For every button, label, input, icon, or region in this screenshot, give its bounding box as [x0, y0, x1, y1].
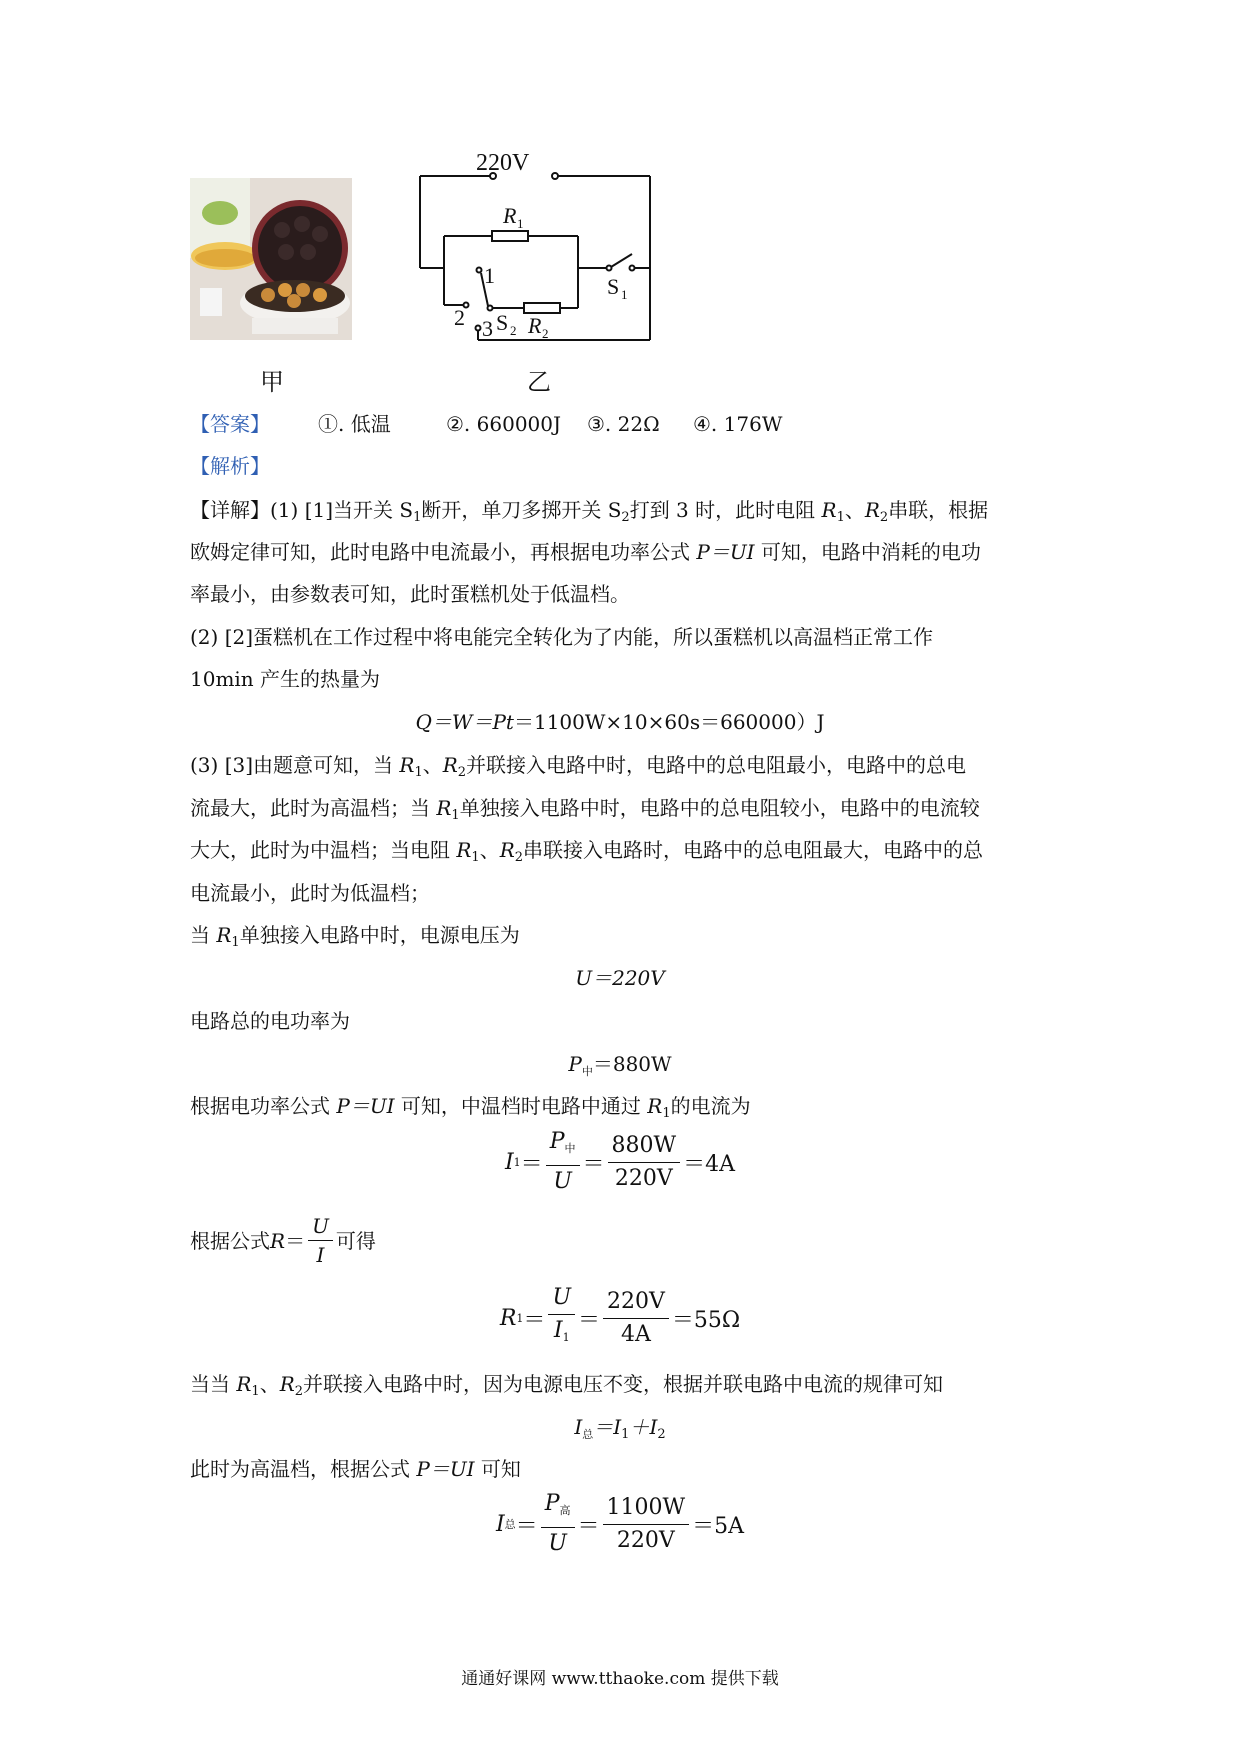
s1-sub: 1	[621, 287, 628, 302]
equation-r1: R 1 ＝ $\frac{U}{I1}$ ＝ $\frac{220V}{4A}$ ＝55Ω	[499, 1285, 741, 1347]
answer-item-3: ③. 22Ω	[587, 412, 660, 436]
answer-item-4: ④. 176W	[693, 412, 783, 436]
detail-label: 【详解】	[190, 498, 270, 522]
analysis-label: 【解析】	[190, 454, 270, 478]
detail-p8-line: 当当 $R_1$、$R_2$并联接入电路中时，因为电源电压不变，根据并联电路中电流的规律可知	[190, 1372, 944, 1399]
s1-label: S	[607, 274, 620, 299]
detail-p3-line2: 流最大，此时为高温档；当 $R_1$单独接入电路中时，电路中的总电阻较小，电路中的电流较	[190, 796, 980, 823]
detail-p1-line3: 率最小，由参数表可知，此时蛋糕机处于低温档。	[190, 582, 630, 606]
caption-jia: 甲	[260, 368, 284, 396]
equation-i-total: I 总 ＝ $\frac{\text{P高}}{U}$ ＝ $\frac{1100W}{220V}$ ＝5A	[495, 1491, 745, 1556]
r2-sub: 2	[542, 326, 549, 341]
answer-item-1: ①. 低温	[318, 412, 391, 436]
r2-label: R	[528, 313, 542, 338]
equation-power-mid: $P_中=880W$	[568, 1052, 672, 1078]
detail-p5-line: 电路总的电功率为	[190, 1009, 350, 1033]
r1-label: R	[503, 203, 517, 228]
pos2-label: 2	[454, 305, 465, 330]
caption-yi: 乙	[527, 368, 551, 396]
s2-sub: 2	[510, 323, 517, 338]
detail-p1-line1: 【详解】(1) [1]当开关 $S_1$断开，单刀多掷开关 $S_2$打到 3 时，此时电阻 $R_1$、$R_2$串联，根据	[190, 498, 989, 525]
voltage-label: 220V	[476, 150, 530, 176]
detail-p1-line2: 欧姆定律可知，此时电路中电流最小，再根据电功率公式 P＝UI 可知，电路中消耗的电功	[190, 540, 981, 564]
r1-sub: 1	[517, 216, 524, 231]
detail-p3-line4: 电流最小，此时为低温档；	[190, 881, 430, 905]
detail-p2-line2: 10min 产生的热量为	[190, 667, 381, 691]
equation-heat: Q＝W＝Pt＝1100W×10×60s＝660000）J	[415, 710, 825, 734]
detail-p4-line: 当 $R_1$单独接入电路中时，电源电压为	[190, 923, 520, 950]
detail-p9-line: 此时为高温档，根据公式 P＝UI 可知	[190, 1457, 521, 1481]
pos1-label: 1	[484, 263, 495, 288]
s2-label: S	[496, 310, 509, 335]
pos3-label: 3	[482, 316, 493, 341]
answer-item-2: ②. 660000J	[446, 412, 562, 436]
cake-maker-photo	[190, 178, 352, 340]
detail-p3-line3: 大大，此时为中温档；当电阻 $R_1$、$R_2$串联接入电路时，电路中的总电阻最大，电路中的总	[190, 838, 984, 865]
page-footer: 通通好课网 www.tthaoke.com 提供下载	[461, 1669, 779, 1689]
equation-current-sum: $I_总=I_1+I_2$	[574, 1415, 666, 1442]
answer-label: 【答案】	[190, 412, 270, 436]
equation-i1: I 1 ＝ $\frac{\text{P中}}{U}$ ＝ $\frac{880W}{220V}$ ＝4A	[504, 1129, 736, 1194]
detail-p2-line1: (2) [2]蛋糕机在工作过程中将电能完全转化为了内能，所以蛋糕机以高温档正常工作	[190, 625, 934, 649]
detail-p7-line: 根据公式 R ＝ $\frac{U}{I}$ 可得	[190, 1214, 376, 1267]
circuit-diagram	[410, 140, 670, 355]
equation-voltage: U＝220V	[575, 966, 665, 990]
detail-p6-line: 根据电功率公式 P＝UI 可知，中温档时电路中通过 $R_1$的电流为	[190, 1094, 751, 1121]
detail-p3-line1: (3) [3]由题意可知，当 $R_1$、$R_2$并联接入电路中时，电路中的总电阻最小，电路中的总电	[190, 753, 967, 780]
